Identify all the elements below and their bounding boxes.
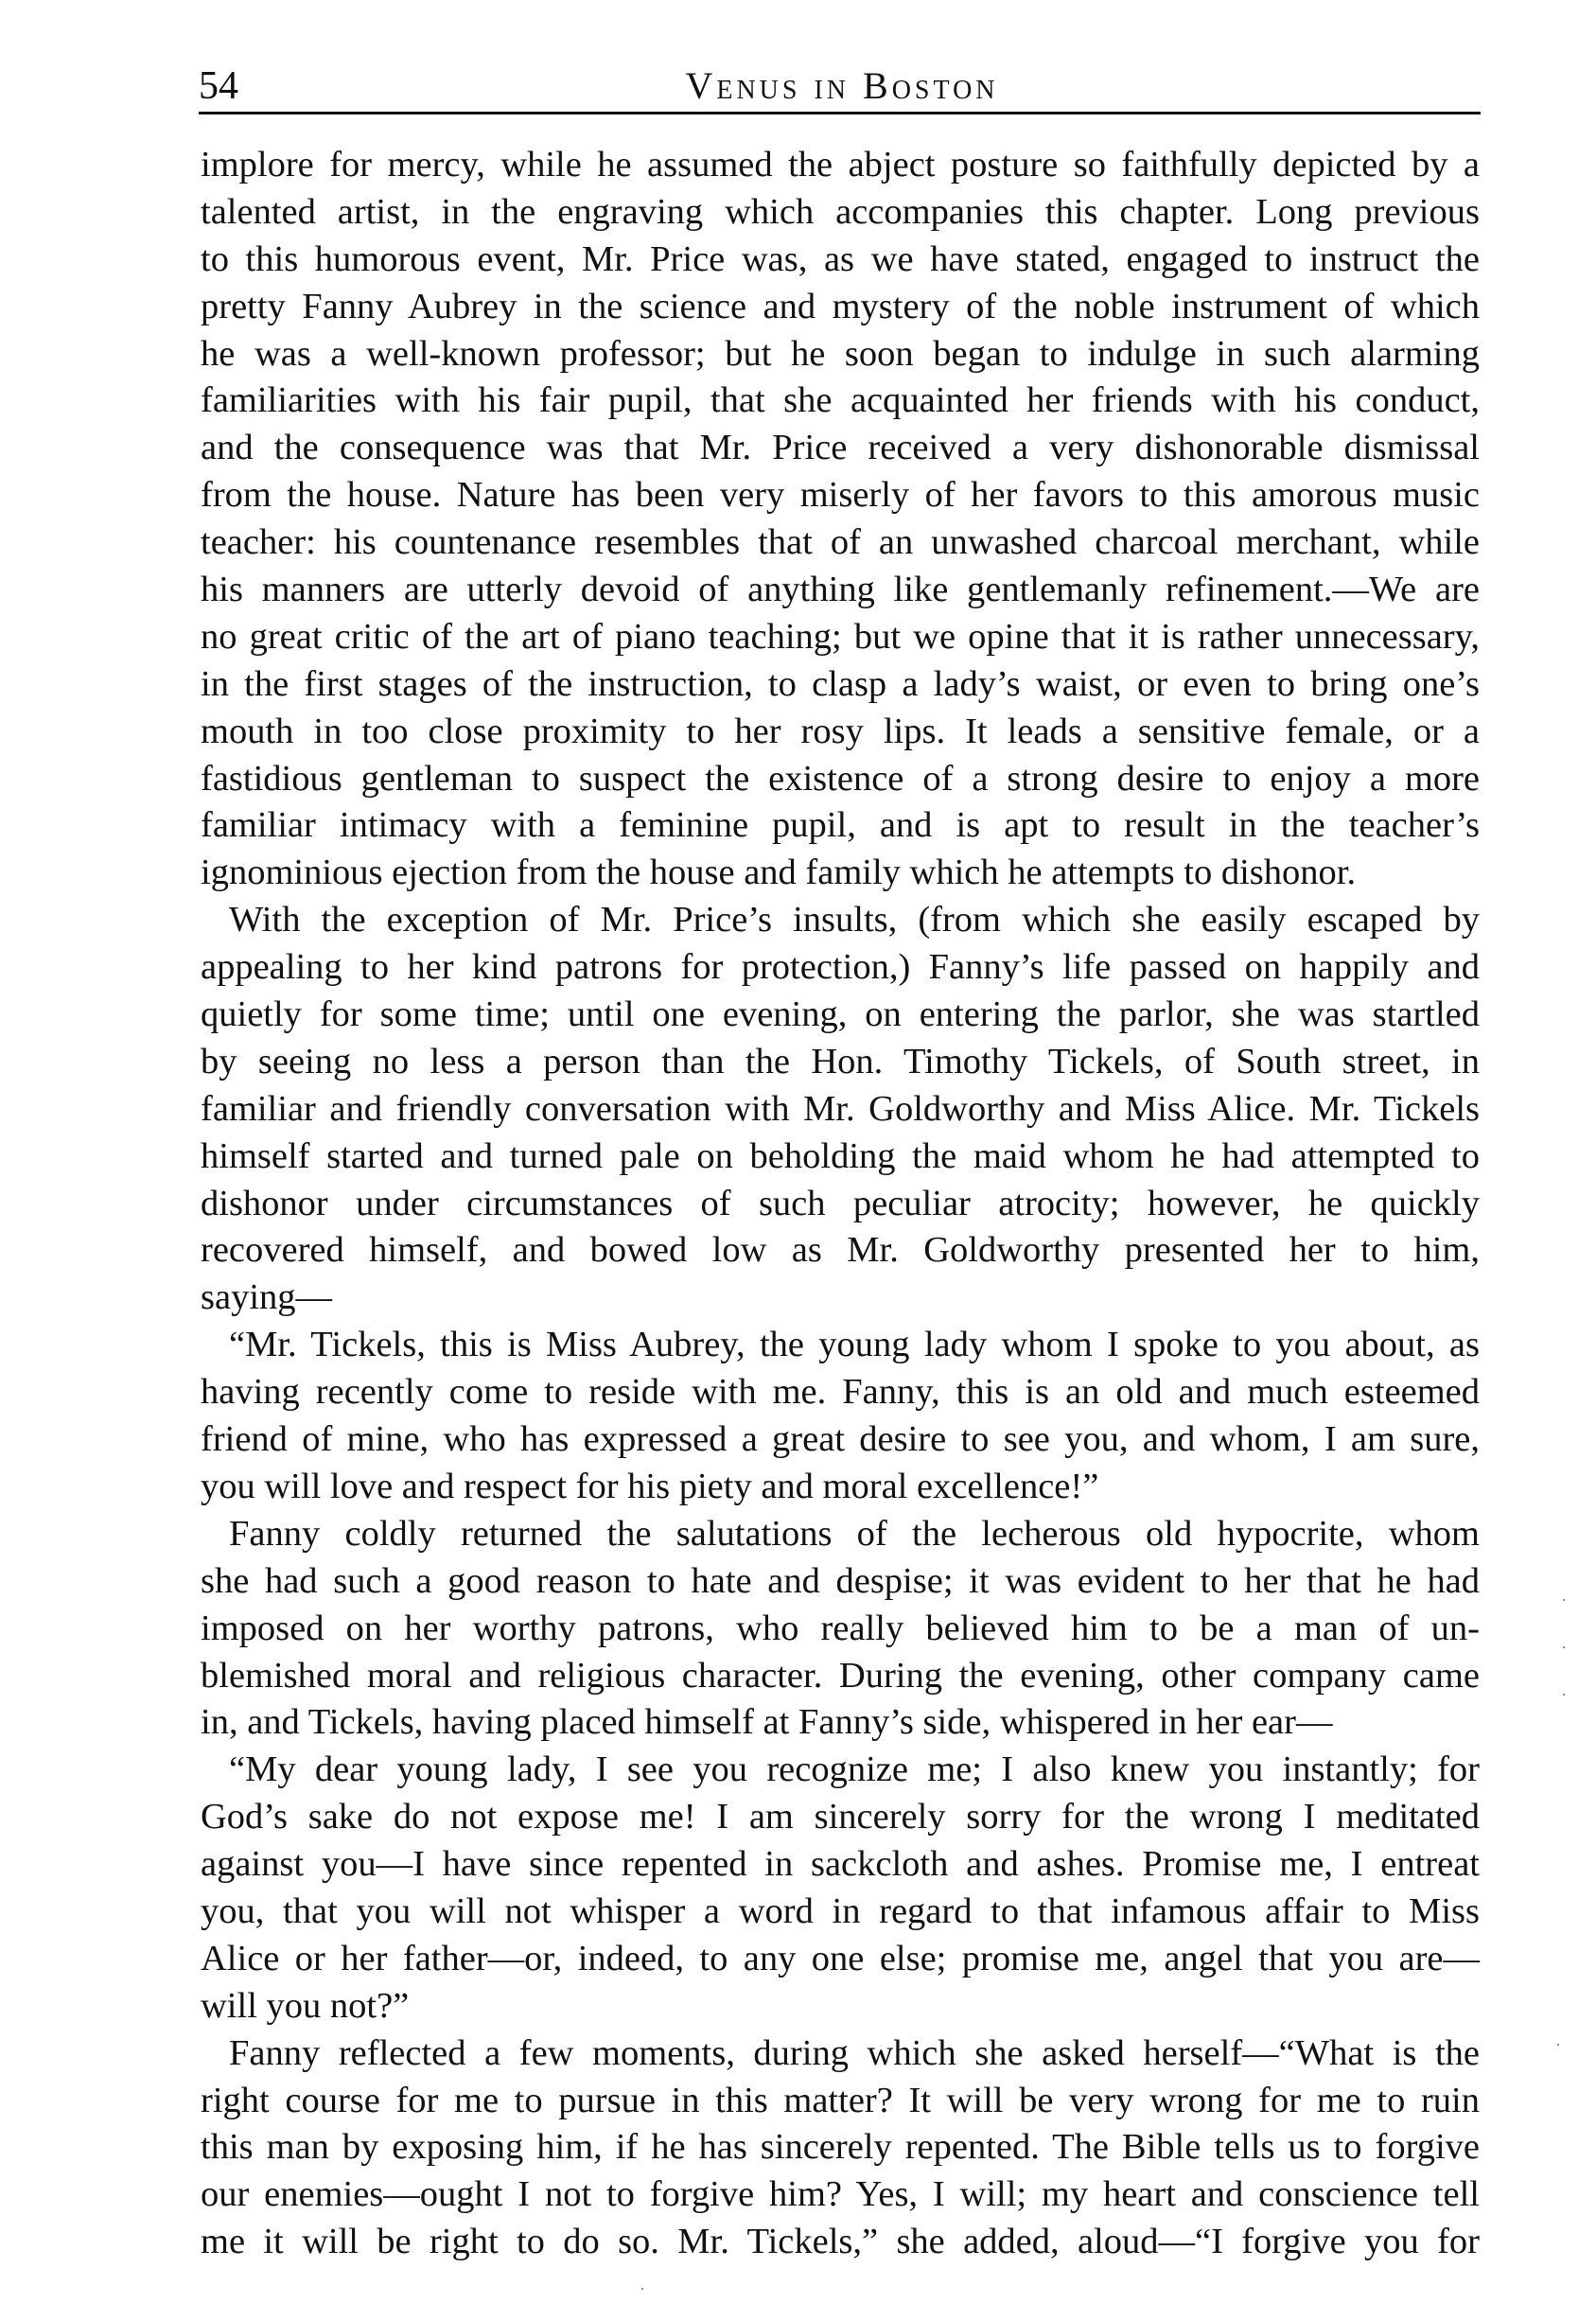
text-line <box>201 1086 1480 1134</box>
text-line <box>201 802 1480 850</box>
text-line-content: “My dear young lady, I see you recognize me; I also knew you instantly; for <box>229 1749 1480 1790</box>
text-line-content: With the exception of Mr. Price’s insults, (from which she easily escaped by <box>229 900 1480 941</box>
text-line <box>201 614 1480 661</box>
text-line-content: having recently come to reside with me. Fanny, this is an old and much esteemed <box>201 1372 1480 1413</box>
text-line-content: Fanny reflected a few moments, during which she asked herself—“What is the <box>229 2032 1480 2073</box>
text-line <box>201 756 1480 803</box>
text-line <box>201 1889 1480 1936</box>
text-line <box>201 237 1480 284</box>
text-line <box>201 661 1480 709</box>
text-line <box>201 1936 1480 1983</box>
text-line-content: to this humorous event, Mr. Price was, as we have stated, engaged to instruct the <box>201 238 1480 279</box>
text-line-content: no great critic of the art of piano teaching; but we opine that it is rather unnecessary, <box>201 616 1480 657</box>
text-line-content: talented artist, in the engraving which accompanies this chapter. Long previous <box>201 191 1480 232</box>
body-text <box>201 142 1480 2266</box>
text-line-content: implore for mercy, while he assumed the abject posture so faithfully depicted by a <box>201 145 1480 185</box>
text-line <box>201 1416 1480 1464</box>
text-line-content: imposed on her worthy patrons, who really believed him to be a man of un- <box>201 1608 1480 1648</box>
text-line <box>201 992 1480 1039</box>
scan-speck <box>1557 2044 1559 2046</box>
text-line-content: he was a well-known professor; but he soon began to indulge in such alarming <box>201 333 1480 374</box>
text-line <box>201 1983 1480 2031</box>
text-line-content: right course for me to pursue in this matter? It will be very wrong for me to ruin <box>201 2080 1480 2120</box>
text-line-content: friend of mine, who has expressed a great desire to see you, and whom, I am sure, <box>201 1419 1480 1460</box>
text-line <box>201 1653 1480 1700</box>
text-line <box>201 1369 1480 1416</box>
text-line-content: she had such a good reason to hate and despise; it was evident to her that he had <box>201 1560 1480 1601</box>
text-line <box>201 1464 1480 1511</box>
text-line-content: fastidious gentleman to suspect the existence of a strong desire to enjoy a more <box>201 758 1480 799</box>
text-line-content: appealing to her kind patrons for protection,) Fanny’s life passed on happily and <box>201 947 1480 988</box>
text-line-content: against you—I have since repented in sackcloth and ashes. Promise me, I entreat <box>201 1844 1480 1885</box>
text-line-content: saying— <box>201 1277 333 1318</box>
text-line <box>201 944 1480 992</box>
text-line-content: blemished moral and religious character. During the evening, other company came <box>201 1655 1480 1696</box>
text-line-content: “Mr. Tickels, this is Miss Aubrey, the young lady whom I spoke to you about, as <box>229 1325 1480 1365</box>
text-line <box>201 1275 1480 1322</box>
text-line-content: dishonor under circumstances of such peculiar atrocity; however, he quickly <box>201 1183 1480 1223</box>
text-line-content: you, that you will not whisper a word in regard to that infamous affair to Miss <box>201 1890 1480 1931</box>
header-rule <box>199 112 1481 114</box>
text-line <box>201 897 1480 944</box>
text-line-content: Alice or her father—or, indeed, to any one else; promise me, angel that you are— <box>201 1938 1480 1978</box>
text-line <box>201 1322 1480 1369</box>
text-line-content: pretty Fanny Aubrey in the science and mystery of the noble instrument of which <box>201 286 1480 326</box>
text-line <box>201 189 1480 237</box>
text-line <box>201 1841 1480 1889</box>
text-line <box>201 2031 1480 2078</box>
scan-speck <box>1563 1646 1565 1648</box>
text-line-content: familiar and friendly conversation with Mr. Goldworthy and Miss Alice. Mr. Tickels <box>201 1088 1480 1129</box>
text-line <box>201 1227 1480 1275</box>
scan-speck <box>1563 1694 1565 1696</box>
text-line-content: our enemies—ought I not to forgive him? Yes, I will; my heart and conscience tell <box>201 2174 1480 2215</box>
scan-speck <box>1563 1599 1565 1601</box>
text-line <box>201 2078 1480 2125</box>
text-line <box>201 142 1480 189</box>
text-line <box>201 2219 1480 2266</box>
text-line-content: familiar intimacy with a feminine pupil, and is apt to result in the teacher’s <box>201 805 1480 846</box>
text-line-content: this man by exposing him, if he has sincerely repented. The Bible tells us to forgive <box>201 2127 1480 2168</box>
text-line <box>201 567 1480 614</box>
text-line-content: recovered himself, and bowed low as Mr. Goldworthy presented her to him, <box>201 1230 1480 1271</box>
text-line-content: Fanny coldly returned the salutations of the lecherous old hypocrite, whom <box>229 1513 1480 1554</box>
text-line <box>201 284 1480 331</box>
text-line-content: teacher: his countenance resembles that of an unwashed charcoal merchant, while <box>201 522 1480 563</box>
text-line <box>201 1511 1480 1558</box>
text-line <box>201 2124 1480 2171</box>
text-line <box>201 472 1480 519</box>
text-line <box>201 850 1480 897</box>
text-line-content: quietly for some time; until one evening, on entering the parlor, she was startled <box>201 994 1480 1035</box>
text-line-content: by seeing no less a person than the Hon. Timothy Tickels, of South street, in <box>201 1041 1480 1081</box>
text-line-content: from the house. Nature has been very miserly of her favors to this amorous music <box>201 475 1480 516</box>
text-line-content: mouth in too close proximity to her rosy lips. It leads a sensitive female, or a <box>201 711 1480 751</box>
text-line <box>201 2171 1480 2219</box>
text-line-content: his manners are utterly devoid of anything like gentlemanly refinement.—We are <box>201 570 1480 610</box>
text-line <box>201 1181 1480 1228</box>
text-line <box>201 709 1480 756</box>
text-line <box>201 1558 1480 1606</box>
text-line-content: will you not?” <box>201 1985 410 2026</box>
text-line <box>201 1039 1480 1086</box>
text-line <box>201 1794 1480 1841</box>
running-title: Venus in Boston <box>685 64 999 107</box>
text-line-content: in the first stages of the instruction, to clasp a lady’s waist, or even to bring one’s <box>201 663 1480 704</box>
text-line-content: himself started and turned pale on beholding the maid whom he had attempted to <box>201 1135 1480 1176</box>
text-line-content: familiarities with his fair pupil, that she acquainted her friends with his conduct, <box>201 380 1480 421</box>
text-line <box>201 331 1480 378</box>
text-line <box>201 425 1480 472</box>
text-line <box>201 519 1480 567</box>
text-line-content: me it will be right to do so. Mr. Tickels,” she added, aloud—“I forgive you for <box>201 2222 1480 2262</box>
text-line <box>201 1747 1480 1794</box>
text-line <box>201 1134 1480 1181</box>
text-line-content: you will love and respect for his piety and moral excellence!” <box>201 1466 1099 1506</box>
text-line-content: ignominious ejection from the house and family which he attempts to dishonor. <box>201 853 1357 893</box>
page-number: 54 <box>199 64 238 108</box>
text-line <box>201 1699 1480 1747</box>
text-line-content: and the consequence was that Mr. Price received a very dishonorable dismissal <box>201 428 1480 468</box>
text-line-content: in, and Tickels, having placed himself at Fanny’s side, whispered in her ear— <box>201 1702 1333 1743</box>
text-line <box>201 378 1480 425</box>
scan-speck <box>641 2288 643 2290</box>
text-line-content: God’s sake do not expose me! I am sincerely sorry for the wrong I meditated <box>201 1797 1480 1837</box>
text-line <box>201 1606 1480 1653</box>
